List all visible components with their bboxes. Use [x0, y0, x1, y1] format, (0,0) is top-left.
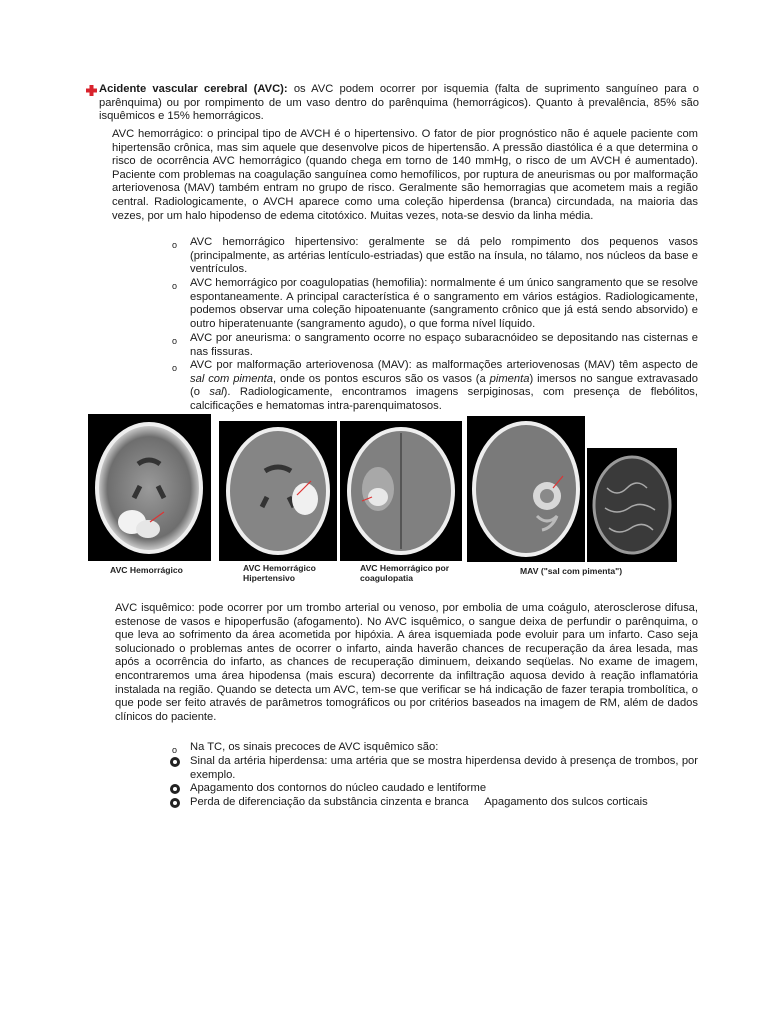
numbered-bullet-icon: [170, 798, 180, 808]
intro-heading: Acidente vascular cerebral (AVC):: [99, 83, 288, 95]
caption-hemorrhagic: AVC Hemorrágico: [110, 565, 183, 575]
bullet-marker: o: [172, 363, 178, 373]
mav-text-1: AVC por malformação arteriovenosa (MAV): as malformações arteriovenosas (MAV) têm aspecto de: [190, 359, 698, 371]
sign-gray-white-text: Perda de diferenciação da substância cinzenta e branca: [190, 796, 469, 808]
bullet-hypertensive: AVC hemorrágico hipertensivo: geralmente se dá pelo rompimento dos pequenos vasos (principalmente, as artérias lentículo-estriadas) que estão na ínsula, no tálamo, nos núcleos da base e ventrículos.: [190, 236, 698, 276]
caption-mav: MAV ("sal com pimenta"): [520, 566, 623, 576]
hemorrhagic-paragraph: AVC hemorrágico: o principal tipo de AVCH é o hipertensivo. O fator de pior prognóstico não é aquele paciente com hipertensão crônica, mas sim aquele que desenvolve picos de hipertensão. A pressão diastólica é a que determina o risco de ocorrência AVC hemorrágico (quando chega em torno de 140 mmHg, o risco de um AVCH é aumentado). Paciente com problemas na coagulação sanguínea como hemofílicos, por ruptura de aneurismas ou por malformação arteriovenosa (MAV) também entram no grupo de risco. Geralmente são hemorragias que acometem mais a região central. Radiologicamente, o AVCH aparece como uma coleção hiperdensa (branca) circundada, na maioria das vezes, por um halo hipodenso de edema citotóxico. Muitas vezes, nota-se desvio da linha média.: [112, 128, 698, 222]
bullet-aneurysm: AVC por aneurisma: o sangramento ocorre no espaço subaracnóideo se depositando nas cisternas e nas fissuras.: [190, 332, 698, 358]
bullet-marker: o: [172, 745, 178, 755]
ct-image-mav-1: [467, 416, 585, 562]
ct-image-coagulopathy: [340, 421, 462, 561]
ct-image-hypertensive: [219, 421, 337, 561]
mav-text-2: , onde os pontos escuros são os vasos (a: [273, 372, 490, 385]
bullet-marker: o: [172, 336, 178, 346]
caption-hypertensive: AVC Hemorrágico Hipertensivo: [243, 563, 316, 583]
numbered-bullet-icon: [170, 757, 180, 767]
intro-text: os AVC podem ocorrer por isquemia (falta de suprimento sanguíneo para o parênquima) ou por rompimento de um vaso dentro do parênquima (hemorrágicos). Quanto à prevalência, 85% são isquêmicos e 15% hemorrágicos.: [99, 83, 700, 123]
sign-gray-white: [190, 796, 698, 810]
intro-paragraph: [99, 83, 699, 124]
bullet-coagulopathy: AVC hemorrágico por coagulopatias (hemofilia): normalmente é um único sangramento que se resolve espontaneamente. A principal característica é o sangramento em vários estágios. Radiologicamente, podemos observar uma coleção hipoatenuante (sangramento crônico que já está sendo absorvido) e outro hiperatenuante (sangramento agudo), o que forma nível líquido.: [190, 277, 698, 330]
ischemic-paragraph: AVC isquêmico: pode ocorrer por um trombo arterial ou venoso, por embolia de uma coágulo, aterosclerose difusa, estenose de vasos e hipoperfusão (afogamento). No AVC isquêmico, o sangue deixa de perfundir o parênquima, o que leva ao sofrimento da área acometida por hipóxia. A área isquemiada pode evoluir para um infarto. Caso seja solucionado o problemas antes de ocorrer o infarto, ainda haverão chances de recuperação da área lesada, mas após a ocorrência do infarto, as chances de recuperação diminuem, deixando seqüelas. No exame de imagem, encontraremos uma área hipodensa (mais escura) decorrente da infiltração aquosa devido à reação inflamatória instalada na região. Quando se detecta um AVC, tem-se que verificar se há indicação de fazer terapia trombolítica, o que pode ser feito através de parâmetros tomográficos ou por critérios baseados na imagem de RM, além de dados clínicos do paciente.: [115, 602, 698, 723]
red-cross-icon: [86, 85, 97, 96]
mav-text-3: ) imersos no sangue extravasado (o: [190, 372, 698, 399]
mav-text-4: ). Radiologicamente, encontramos imagens serpiginosas, com presença de flebólitos, calcificações e hematomas intra-parenquimatosos.: [190, 386, 698, 412]
mav-italic-3: sal: [209, 386, 224, 399]
bullet-marker: o: [172, 240, 178, 250]
mav-italic-1: sal com pimenta: [190, 372, 274, 385]
bullet-mav: [190, 359, 698, 413]
mav-italic-2: pimenta: [489, 372, 530, 385]
sign-sulci-text: Apagamento dos sulcos corticais: [484, 796, 648, 808]
tc-intro: Na TC, os sinais precoces de AVC isquêmico são:: [190, 741, 439, 753]
sign-caudate: Apagamento dos contornos do núcleo caudado e lentiforme: [190, 782, 487, 794]
ct-image-hemorrhagic: [88, 414, 211, 561]
numbered-bullet-icon: [170, 784, 180, 794]
caption-coagulopathy: AVC Hemorrágico por coagulopatia: [360, 563, 450, 583]
bullet-marker: o: [172, 281, 178, 291]
ct-image-mav-2: [587, 448, 677, 562]
sign-hyperdense-artery: Sinal da artéria hiperdensa: uma artéria que se mostra hiperdensa devido à presença de trombos, por exemplo.: [190, 755, 698, 781]
